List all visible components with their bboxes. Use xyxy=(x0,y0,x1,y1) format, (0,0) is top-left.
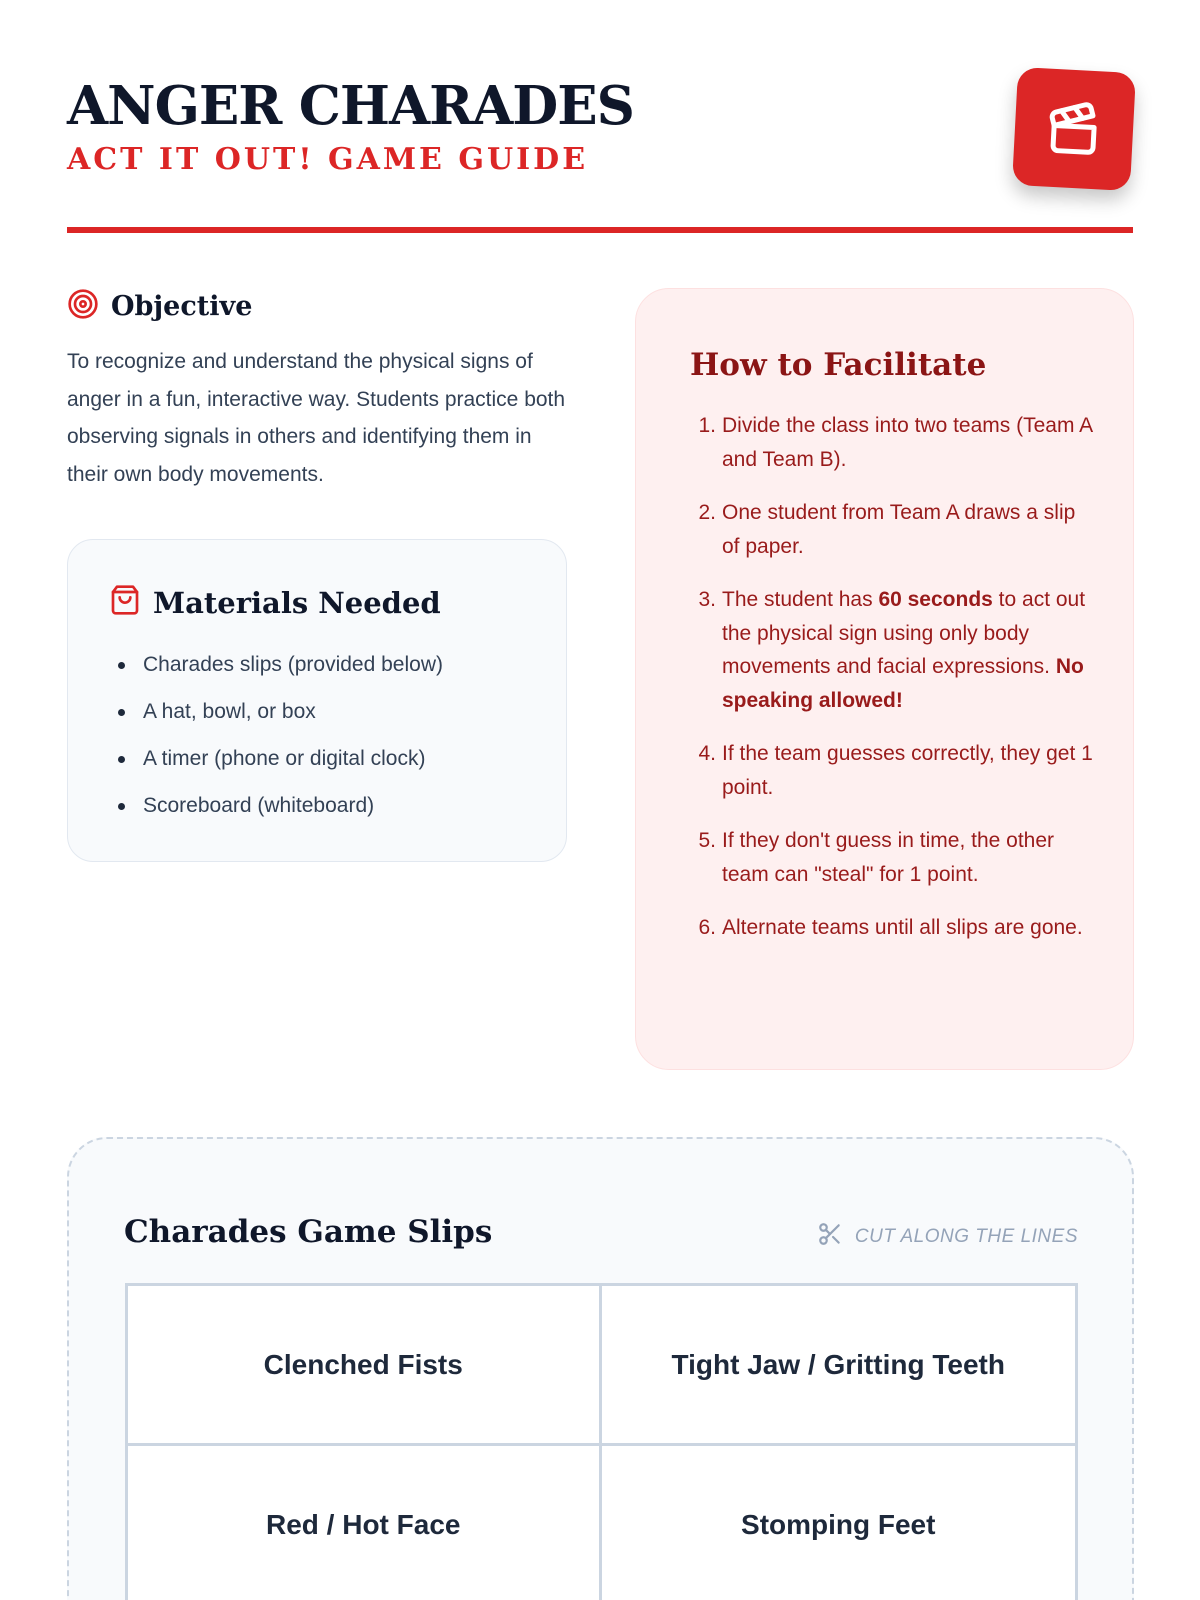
step-number: 4. xyxy=(698,742,716,765)
objective-section xyxy=(67,288,567,493)
page-header xyxy=(67,70,1133,235)
step-text: One student from Team A draws a slip of paper. xyxy=(722,501,1076,558)
step-item xyxy=(690,409,1093,476)
step-emphasis: No speaking allowed! xyxy=(722,655,1084,712)
target-icon xyxy=(67,288,99,325)
list-item: Scoreboard (whiteboard) xyxy=(117,782,525,829)
header-divider xyxy=(67,227,1133,233)
step-text-part: The student has xyxy=(722,588,879,611)
slips-heading: Charades Game Slips xyxy=(124,1214,493,1250)
page-subtitle: ACT IT OUT! GAME GUIDE xyxy=(67,142,589,177)
materials-card xyxy=(67,539,567,862)
step-item xyxy=(690,911,1093,945)
step-text: Alternate teams until all slips are gone. xyxy=(722,916,1083,939)
materials-list xyxy=(109,641,525,829)
step-number: 3. xyxy=(698,588,716,611)
slip-card: Red / Hot Face xyxy=(128,1446,602,1600)
step-item xyxy=(690,737,1093,804)
cut-note xyxy=(817,1221,1078,1253)
page-title: ANGER CHARADES xyxy=(67,75,634,137)
step-text: If the team guesses correctly, they get 1 point. xyxy=(722,742,1093,799)
objective-heading: Objective xyxy=(111,291,253,322)
step-emphasis: 60 seconds xyxy=(878,588,993,611)
step-text: If they don't guess in time, the other team can "steal" for 1 point. xyxy=(722,829,1055,886)
facilitate-card xyxy=(635,288,1134,1070)
slip-card: Clenched Fists xyxy=(128,1286,602,1446)
clapperboard-icon xyxy=(1012,67,1136,191)
slip-card: Stomping Feet xyxy=(602,1446,1076,1600)
objective-text: To recognize and understand the physical signs of anger in a fun, interactive way. Students practice both observing signals in others and identifying them in their own body movements. xyxy=(67,350,566,486)
step-item xyxy=(690,583,1093,717)
step-number: 6. xyxy=(698,916,716,939)
shopping-bag-icon xyxy=(109,584,141,621)
step-item xyxy=(690,824,1093,891)
step-text-part: to act out the physical sign using only body movements and facial expressions. xyxy=(722,588,1086,678)
materials-heading: Materials Needed xyxy=(153,585,441,620)
cut-note-text: CUT ALONG THE LINES xyxy=(854,1226,1078,1247)
step-text xyxy=(722,583,1093,717)
slip-card: Tight Jaw / Gritting Teeth xyxy=(602,1286,1076,1446)
game-slips-section xyxy=(67,1137,1134,1600)
step-number: 5. xyxy=(698,829,716,852)
step-number: 2. xyxy=(698,501,716,524)
scissors-icon xyxy=(817,1221,843,1253)
step-number: 1. xyxy=(698,414,716,437)
slips-grid xyxy=(125,1283,1078,1600)
facilitate-heading: How to Facilitate xyxy=(690,347,987,383)
list-item: A timer (phone or digital clock) xyxy=(117,735,525,782)
facilitate-steps xyxy=(690,409,1093,945)
step-text: Divide the class into two teams (Team A and Team B). xyxy=(722,414,1092,471)
list-item: Charades slips (provided below) xyxy=(117,641,525,688)
step-item xyxy=(690,496,1093,563)
list-item: A hat, bowl, or box xyxy=(117,688,525,735)
